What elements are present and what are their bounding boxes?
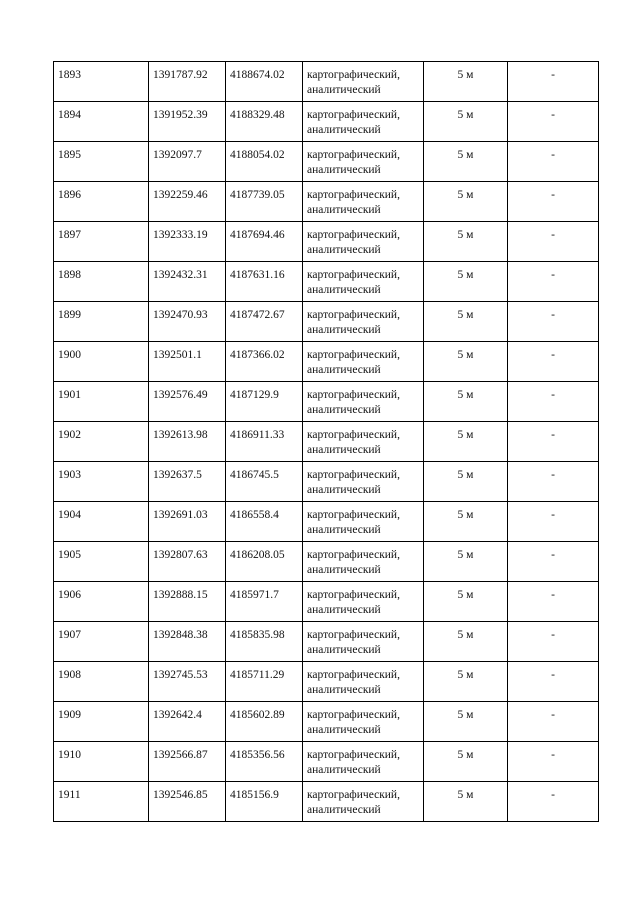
point-number-cell: 1901 [54, 382, 149, 422]
method-cell: картографический, аналитический [303, 182, 424, 222]
accuracy-cell: 5 м [424, 142, 508, 182]
point-number-cell: 1908 [54, 662, 149, 702]
accuracy-cell: 5 м [424, 542, 508, 582]
method-cell: картографический, аналитический [303, 422, 424, 462]
coordinates-table-body [54, 62, 599, 822]
x-coordinate-cell: 1392501.1 [149, 342, 226, 382]
accuracy-cell: 5 м [424, 582, 508, 622]
point-number-cell: 1893 [54, 62, 149, 102]
point-number-cell: 1903 [54, 462, 149, 502]
y-coordinate-cell: 4188329.48 [226, 102, 303, 142]
point-number-cell: 1899 [54, 302, 149, 342]
y-coordinate-cell: 4185835.98 [226, 622, 303, 662]
y-coordinate-cell: 4187129.9 [226, 382, 303, 422]
table-row [54, 462, 599, 502]
y-coordinate-cell: 4185156.9 [226, 782, 303, 822]
note-cell: - [508, 422, 599, 462]
point-number-cell: 1895 [54, 142, 149, 182]
note-cell: - [508, 742, 599, 782]
method-cell: картографический, аналитический [303, 302, 424, 342]
point-number-cell: 1894 [54, 102, 149, 142]
note-cell: - [508, 302, 599, 342]
x-coordinate-cell: 1392566.87 [149, 742, 226, 782]
table-row [54, 582, 599, 622]
y-coordinate-cell: 4187472.67 [226, 302, 303, 342]
x-coordinate-cell: 1392259.46 [149, 182, 226, 222]
x-coordinate-cell: 1392888.15 [149, 582, 226, 622]
method-cell: картографический, аналитический [303, 662, 424, 702]
table-row [54, 302, 599, 342]
accuracy-cell: 5 м [424, 342, 508, 382]
method-cell: картографический, аналитический [303, 62, 424, 102]
x-coordinate-cell: 1392613.98 [149, 422, 226, 462]
method-cell: картографический, аналитический [303, 702, 424, 742]
y-coordinate-cell: 4185602.89 [226, 702, 303, 742]
y-coordinate-cell: 4187366.02 [226, 342, 303, 382]
point-number-cell: 1904 [54, 502, 149, 542]
method-cell: картографический, аналитический [303, 462, 424, 502]
point-number-cell: 1907 [54, 622, 149, 662]
note-cell: - [508, 182, 599, 222]
accuracy-cell: 5 м [424, 222, 508, 262]
note-cell: - [508, 342, 599, 382]
y-coordinate-cell: 4185711.29 [226, 662, 303, 702]
note-cell: - [508, 582, 599, 622]
x-coordinate-cell: 1392333.19 [149, 222, 226, 262]
y-coordinate-cell: 4188674.02 [226, 62, 303, 102]
table-row [54, 742, 599, 782]
accuracy-cell: 5 м [424, 782, 508, 822]
x-coordinate-cell: 1392432.31 [149, 262, 226, 302]
accuracy-cell: 5 м [424, 502, 508, 542]
y-coordinate-cell: 4187739.05 [226, 182, 303, 222]
coordinates-table [53, 61, 599, 822]
method-cell: картографический, аналитический [303, 382, 424, 422]
accuracy-cell: 5 м [424, 742, 508, 782]
table-row [54, 542, 599, 582]
table-row [54, 422, 599, 462]
x-coordinate-cell: 1392807.63 [149, 542, 226, 582]
note-cell: - [508, 222, 599, 262]
note-cell: - [508, 542, 599, 582]
x-coordinate-cell: 1391787.92 [149, 62, 226, 102]
method-cell: картографический, аналитический [303, 502, 424, 542]
point-number-cell: 1896 [54, 182, 149, 222]
table-row [54, 102, 599, 142]
point-number-cell: 1902 [54, 422, 149, 462]
x-coordinate-cell: 1392637.5 [149, 462, 226, 502]
note-cell: - [508, 462, 599, 502]
table-row [54, 222, 599, 262]
x-coordinate-cell: 1392576.49 [149, 382, 226, 422]
note-cell: - [508, 102, 599, 142]
y-coordinate-cell: 4187694.46 [226, 222, 303, 262]
table-row [54, 622, 599, 662]
x-coordinate-cell: 1392691.03 [149, 502, 226, 542]
point-number-cell: 1910 [54, 742, 149, 782]
table-row [54, 262, 599, 302]
method-cell: картографический, аналитический [303, 582, 424, 622]
point-number-cell: 1897 [54, 222, 149, 262]
accuracy-cell: 5 м [424, 302, 508, 342]
note-cell: - [508, 782, 599, 822]
point-number-cell: 1911 [54, 782, 149, 822]
y-coordinate-cell: 4185356.56 [226, 742, 303, 782]
accuracy-cell: 5 м [424, 62, 508, 102]
method-cell: картографический, аналитический [303, 222, 424, 262]
method-cell: картографический, аналитический [303, 102, 424, 142]
point-number-cell: 1900 [54, 342, 149, 382]
y-coordinate-cell: 4186558.4 [226, 502, 303, 542]
y-coordinate-cell: 4186208.05 [226, 542, 303, 582]
note-cell: - [508, 662, 599, 702]
x-coordinate-cell: 1392745.53 [149, 662, 226, 702]
y-coordinate-cell: 4186911.33 [226, 422, 303, 462]
y-coordinate-cell: 4187631.16 [226, 262, 303, 302]
y-coordinate-cell: 4188054.02 [226, 142, 303, 182]
note-cell: - [508, 62, 599, 102]
table-row [54, 502, 599, 542]
note-cell: - [508, 702, 599, 742]
accuracy-cell: 5 м [424, 182, 508, 222]
y-coordinate-cell: 4185971.7 [226, 582, 303, 622]
method-cell: картографический, аналитический [303, 622, 424, 662]
note-cell: - [508, 622, 599, 662]
point-number-cell: 1906 [54, 582, 149, 622]
point-number-cell: 1905 [54, 542, 149, 582]
accuracy-cell: 5 м [424, 622, 508, 662]
table-row [54, 142, 599, 182]
note-cell: - [508, 142, 599, 182]
table-row [54, 662, 599, 702]
accuracy-cell: 5 м [424, 662, 508, 702]
point-number-cell: 1909 [54, 702, 149, 742]
method-cell: картографический, аналитический [303, 542, 424, 582]
table-row [54, 782, 599, 822]
table-row [54, 702, 599, 742]
x-coordinate-cell: 1392848.38 [149, 622, 226, 662]
method-cell: картографический, аналитический [303, 262, 424, 302]
note-cell: - [508, 262, 599, 302]
method-cell: картографический, аналитический [303, 742, 424, 782]
accuracy-cell: 5 м [424, 382, 508, 422]
table-row [54, 182, 599, 222]
note-cell: - [508, 502, 599, 542]
accuracy-cell: 5 м [424, 262, 508, 302]
method-cell: картографический, аналитический [303, 782, 424, 822]
method-cell: картографический, аналитический [303, 142, 424, 182]
x-coordinate-cell: 1392642.4 [149, 702, 226, 742]
accuracy-cell: 5 м [424, 102, 508, 142]
y-coordinate-cell: 4186745.5 [226, 462, 303, 502]
table-row [54, 62, 599, 102]
point-number-cell: 1898 [54, 262, 149, 302]
table-row [54, 382, 599, 422]
x-coordinate-cell: 1392470.93 [149, 302, 226, 342]
x-coordinate-cell: 1392546.85 [149, 782, 226, 822]
x-coordinate-cell: 1391952.39 [149, 102, 226, 142]
accuracy-cell: 5 м [424, 702, 508, 742]
table-row [54, 342, 599, 382]
accuracy-cell: 5 м [424, 462, 508, 502]
x-coordinate-cell: 1392097.7 [149, 142, 226, 182]
method-cell: картографический, аналитический [303, 342, 424, 382]
accuracy-cell: 5 м [424, 422, 508, 462]
note-cell: - [508, 382, 599, 422]
